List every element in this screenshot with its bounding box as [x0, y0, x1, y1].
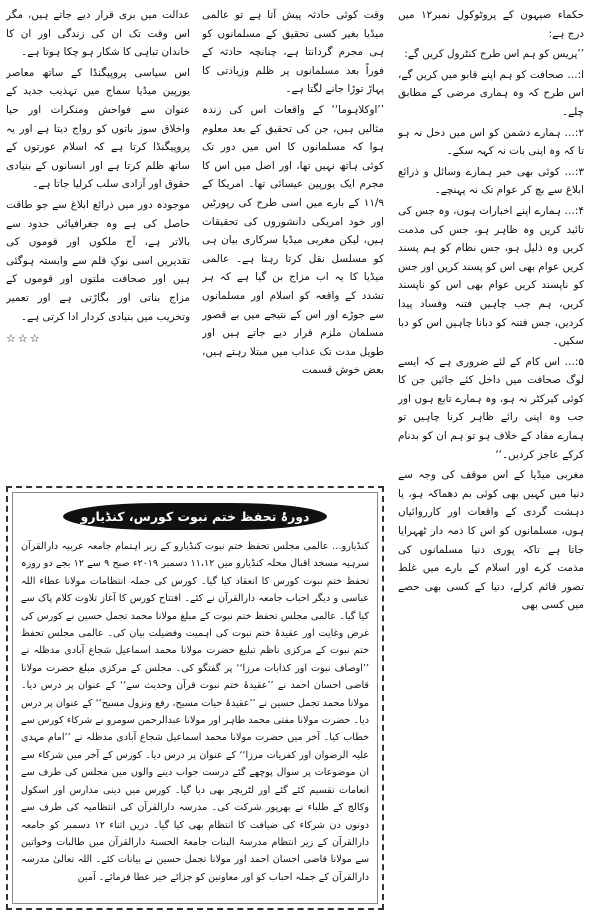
- paragraph: ۳:… کوئی بھی خبر ہمارے وسائل و ذرائع ابلاغ سے بچ کر عوام تک نہ پہنچے۔: [398, 165, 584, 197]
- paragraph: ۲:… ہمارے دشمن کو اس میں دخل نہ ہو تا کہ وہ اپنی بات نہ کہہ سکے۔: [398, 126, 584, 158]
- paragraph: ۵:… اس کام کے لئے ضروری ہے کہ ایسے لوگ صحافت میں داخل کئے جائیں جن کا کوئی کیرکٹر نہ ہو، وہ ہمارے تابع ہوں اور جب وہ اپنی رائے ظاہر کرنا چاہیں تو ہمارے مفاد کے خلاف ہو تو ہم ان کو بدنام کرکے عاجز کردیں۔‘‘: [398, 355, 584, 461]
- paragraph: ’’پریس کو ہم اس طرح کنٹرول کریں گے:: [404, 48, 584, 61]
- paragraph: حکماء صیہون کے پروٹوکول نمبر۱۲ میں درج ہے:: [398, 9, 584, 40]
- news-paragraph: کنڈیارو… عالمی مجلس تحفظ ختم نبوت کنڈیارو کے زیر اہتمام جامعہ عربیہ دارالقرآن سرہیہ مسجد اقبال محلہ کنڈیارو میں ۱۱،۱۲ دسمبر ۲۰۱۹ء صبح ۹ سے ۱۲ بجے دو روزہ تحفظ ختم نبوت کورس کا انعقاد کیا گیا۔ کورس کی جملہ انتظامات مولانا عطاء اللہ عباسی و دیگر احباب جامعہ دارالقرآن نے کئے۔ افتتاح کورس کا آغاز تلاوت کلام پاک سے کیا گیا۔ عالمی مجلس تحفظ ختم نبوت کے مبلغ مولانا محمد تجمل حسین نے کورس کی غرض وغایت اور عقیدۂ ختم نبوت کی اہمیت وفضیلت بیان کی۔ عالمی مجلس تحفظ ختم نبوت کے مرکزی ناظم تبلیغ حضرت مولانا محمد اسماعیل شجاع آبادی مدظلہ نے ’’اوصاف نبوت اور کذابات مرزا‘‘ پر گفتگو کی۔ مجلس کے مرکزی مبلغ حضرت مولانا قاضی احسان احمد نے ’’عقیدۂ ختم نبوت قرآن وحدیث سے‘‘ کے عنوان پر درس دیا۔ مولانا محمد تجمل حسین نے ’’عقیدۂ حیات مسیح، رفع ونزول مسیح‘‘ کے عنوان پر درس دیا۔ حضرت مولانا مفتی محمد طاہر اور مولانا عبدالرحمن سومرو نے شرکاء کورس سے خطاب کیا۔ آخر میں حضرت مولانا محمد اسماعیل شجاع آبادی مدظلہ نے ’’امام مہدی علیہ الرضوان اور کفریات مرزا‘‘ کے عنوان پر درس دیا۔ کورس کے آخر میں شرکاء سے ان موضوعات پر سوال پوچھے گئے درست جواب دینے والوں میں مجلس کی طرف سے انعامات تقسیم کئے گئے اور لٹریچر بھی دیا گیا۔ کورس میں دینی مدارس اور اسکول وکالج کے طلباء نے بھرپور شرکت کی۔ مدرسہ دارالقرآن کی انتظامیہ کی طرف سے دونوں دن شرکاء کی ضیافت کا انتظام بھی کیا گیا۔ دریں اثناء ۱۲ دسمبر کو جامعہ دارالقرآن کے زیر انتظام مدرسۃ البنات جامعۃ الحسنۃ دارالقرآن میں طالبات وخواتین سے مولانا قاضی احسان احمد اور مولانا تجمل حسین نے بیانات کئے۔ اللہ تعالیٰ مدرسہ دارالقرآن کے جملہ احباب کو اور معاونین کو جزائے خیر عطا فرمائے۔ آمین: [21, 541, 369, 883]
- paragraph: عدالت میں بری قرار دیے جاتے ہیں، مگر اس وقت تک ان کی زندگی اور ان کا خاندان تباہی کا شکار ہو چکا ہوتا ہے۔: [6, 9, 190, 59]
- paragraph: ا:… صحافت کو ہم اپنے قابو میں کریں گے، اس طرح کہ وہ ہماری مرضی کے مطابق چلے۔: [398, 68, 584, 118]
- paragraph: مغربی میڈیا کے اس موقف کی وجہ سے دنیا میں کہیں بھی کوئی بم دھماکہ ہو، یا دہشت گردی کے واقعات اور کارروائیاں ہوں، مسلمانوں کو اس کا ذمہ دار ٹھہرایا جاتا ہے تاکہ پوری دنیا مسلمانوں کی مذمت کرے اور اسلام کے بارے میں غلط تصور قائم کرلے، دنیا کے کسی بھی حصے میں کسی بھی: [398, 469, 584, 612]
- news-box: [6, 486, 384, 910]
- article-column-middle: [202, 6, 384, 482]
- news-box-title: دورۂ تحفظ ختم نبوت کورس، کنڈیارو: [63, 503, 328, 530]
- article-column-left: [6, 6, 190, 482]
- paragraph: ۴:… ہمارے اپنے اخبارات ہوں، وہ جس کی تائید کریں وہ ظاہر ہو، جس کی مذمت کریں وہ ذلیل ہو، جس نظام کو ہم پسند کریں عوام بھی اس کو پسند کریں اور جس کو ناپسند کریں عوام بھی اس کو ناپسند کریں، ہم جب چاہیں فتنہ وفساد پیدا کردیں، جس فتنہ کو دبانا چاہیں اس کو دبا سکیں۔: [398, 204, 584, 348]
- news-box-inner: [12, 492, 378, 904]
- section-end-stars: ☆☆☆: [6, 332, 42, 346]
- news-box-body: [13, 538, 377, 886]
- paragraph: اس سیاسی پروپیگنڈا کے ساتھ معاصر یورپین میڈیا سماج میں تہذیب جدید کے عنوان سے فواحش ومنکرات اور حیا واخلاق سوز باتوں کو رواج دیتا ہے اور یہ پروپیگنڈا کرتا ہے کہ اسلام عورتوں کے ساتھ ظلم کرتا ہے اور انسانوں کے بنیادی حقوق اور آزادی سلب کرلیا جاتا ہے۔: [6, 66, 190, 191]
- article-column-right: [398, 6, 584, 914]
- paragraph: وقت کوئی حادثہ پیش آتا ہے تو عالمی میڈیا بغیر کسی تحقیق کے مسلمانوں کو ہی مجرم گردانتا ہے، چنانچہ حادثہ کے فوراً بعد مسلمانوں پر ظلم وزیادتی کا پہاڑ توڑا جانے لگتا ہے۔: [202, 9, 384, 96]
- paragraph: ’’اوکلاہوما‘‘ کے واقعات اس کی زندہ مثالیں ہیں، جن کی تحقیق کے بعد معلوم ہوا کہ مسلمانوں کا اس میں دور تک کوئی ہاتھ نہیں تھا، اور اصل میں اس کا مجرم ایک یورپین عیسائی تھا۔ امریکا کے ۱۱/۹ کے بارے میں اسی طرح کی رپورٹیں اور خود امریکی دانشوروں کی تحقیقات ہیں، لیکن مغربی میڈیا سرکاری بیان ہی کو مسلسل نقل کرتا رہتا ہے۔ عالمی میڈیا کا یہ اب مزاج بن گیا ہے کہ ہر تشدد کے واقعہ کو اسلام اور مسلمانوں سے جوڑے اور اس کے نتیجے میں بے قصور مسلمان ملزم قرار دیے جاتے ہیں اور طویل مدت تک عذاب میں مبتلا رہتے ہیں، بعض خوش قسمت: [202, 103, 384, 377]
- paragraph: موجودہ دور میں ذرائع ابلاغ سے جو طاقت حاصل کی ہے وہ جغرافیائی حدود سے بالاتر ہے، آج ملکوں اور قوموں کی تقدیریں اسی نوکِ قلم سے وابستہ ہوگئی ہیں اور صحافت ملتوں اور قوموں کے مزاج بناتی اور بگاڑتی ہے اور تعمیر وتخریب میں بنیادی کردار ادا کرتی ہے۔: [6, 198, 190, 323]
- news-box-header: [13, 503, 377, 530]
